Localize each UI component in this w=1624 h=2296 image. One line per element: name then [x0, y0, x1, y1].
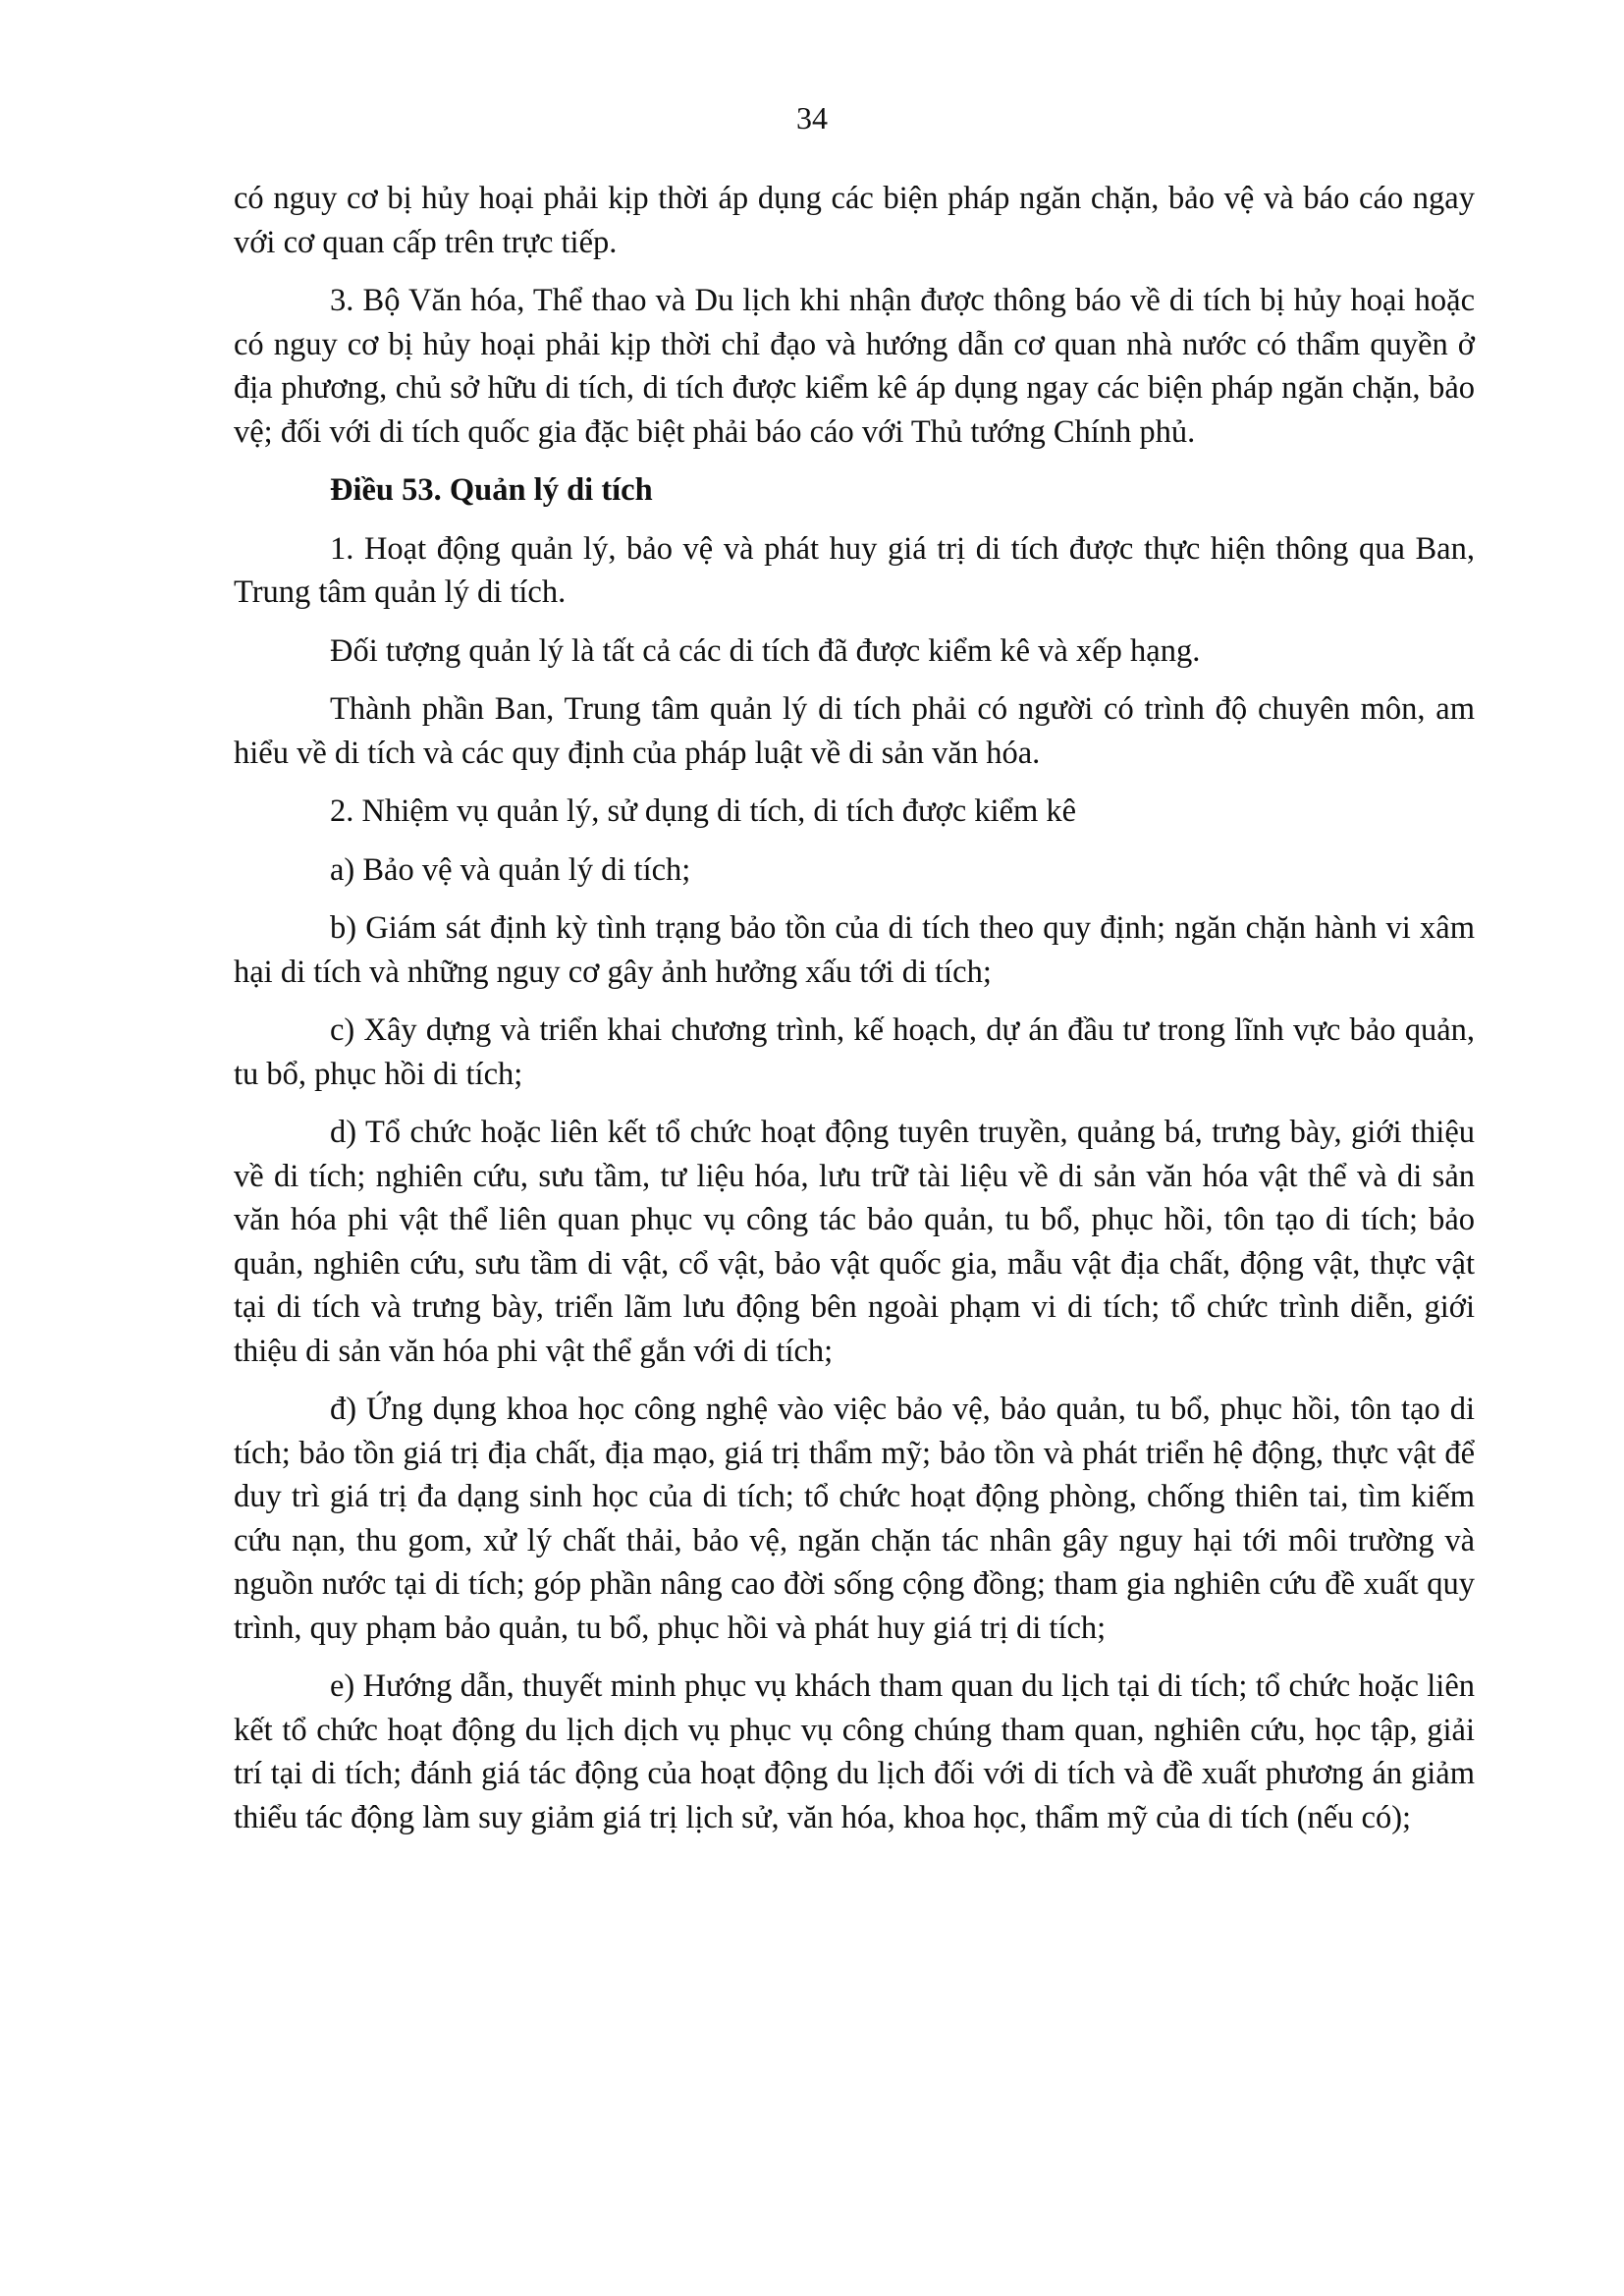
- paragraph-clause-1: 1. Hoạt động quản lý, bảo vệ và phát huy giá trị di tích được thực hiện thông qua Ban, Trung tâm quản lý di tích.: [234, 530, 1475, 610]
- paragraph-item-a: a) Bảo vệ và quản lý di tích;: [330, 851, 691, 888]
- paragraph-continuation: có nguy cơ bị hủy hoại phải kịp thời áp dụng các biện pháp ngăn chặn, bảo vệ và báo cáo ngay với cơ quan cấp trên trực tiếp.: [234, 181, 1475, 260]
- paragraph-item-b: b) Giám sát định kỳ tình trạng bảo tồn của di tích theo quy định; ngăn chặn hành vi xâm hại di tích và những nguy cơ gây ảnh hưởng xấu tới di tích;: [234, 910, 1475, 990]
- paragraph-item-dd: đ) Ứng dụng khoa học công nghệ vào việc bảo vệ, bảo quản, tu bổ, phục hồi, tôn tạo di tích; bảo tồn giá trị địa chất, địa mạo, giá trị thẩm mỹ; bảo tồn và phát triển hệ động, thực vật để duy trì giá trị đa dạng sinh học của di tích; tổ chức hoạt động phòng, chống thiên tai, tìm kiếm cứu nạn, thu gom, xử lý chất thải, bảo vệ, ngăn chặn tác nhân gây nguy hại tới môi trường và nguồn nước tại di tích; góp phần nâng cao đời sống cộng đồng; tham gia nghiên cứu đề xuất quy trình, quy phạm bảo quản, tu bổ, phục hồi và phát huy giá trị di tích;: [234, 1392, 1475, 1646]
- paragraph-management-scope: Đối tượng quản lý là tất cả các di tích đã được kiểm kê và xếp hạng.: [330, 632, 1201, 669]
- article-heading: Điều 53. Quản lý di tích: [330, 472, 653, 508]
- document-body: [234, 177, 1475, 1854]
- paragraph-clause-3: 3. Bộ Văn hóa, Thể thao và Du lịch khi nhận được thông báo về di tích bị hủy hoại hoặc có nguy cơ bị hủy hoại phải kịp thời chỉ đạo và hướng dẫn cơ quan nhà nước có thẩm quyền ở địa phương, chủ sở hữu di tích, di tích được kiểm kê áp dụng ngay các biện pháp ngăn chặn, bảo vệ; đối với di tích quốc gia đặc biệt phải báo cáo với Thủ tướng Chính phủ.: [234, 283, 1475, 450]
- page-number: 34: [796, 100, 828, 136]
- paragraph-item-d: d) Tổ chức hoặc liên kết tổ chức hoạt động tuyên truyền, quảng bá, trưng bày, giới thiệu về di tích; nghiên cứu, sưu tầm, tư liệu hóa, lưu trữ tài liệu về di sản văn hóa vật thể và di sản văn hóa phi vật thể liên quan phục vụ công tác bảo quản, tu bổ, phục hồi, tôn tạo di tích; bảo quản, nghiên cứu, sưu tầm di vật, cổ vật, bảo vật quốc gia, mẫu vật địa chất, động vật, thực vật tại di tích và trưng bày, triển lãm lưu động bên ngoài phạm vi di tích; tổ chức trình diễn, giới thiệu di sản văn hóa phi vật thể gắn với di tích;: [234, 1115, 1475, 1369]
- paragraph-item-e: e) Hướng dẫn, thuyết minh phục vụ khách tham quan du lịch tại di tích; tổ chức hoặc liên kết tổ chức hoạt động du lịch dịch vụ phục vụ công chúng tham quan, nghiên cứu, học tập, giải trí tại di tích; đánh giá tác động của hoạt động du lịch đối với di tích và đề xuất phương án giảm thiểu tác động làm suy giảm giá trị lịch sử, văn hóa, khoa học, thẩm mỹ của di tích (nếu có);: [234, 1668, 1475, 1835]
- paragraph-board-composition: Thành phần Ban, Trung tâm quản lý di tích phải có người có trình độ chuyên môn, am hiểu về di tích và các quy định của pháp luật về di sản văn hóa.: [234, 691, 1475, 771]
- paragraph-item-c: c) Xây dựng và triển khai chương trình, kế hoạch, dự án đầu tư trong lĩnh vực bảo quản, tu bổ, phục hồi di tích;: [234, 1012, 1475, 1092]
- paragraph-clause-2: 2. Nhiệm vụ quản lý, sử dụng di tích, di tích được kiểm kê: [330, 793, 1077, 829]
